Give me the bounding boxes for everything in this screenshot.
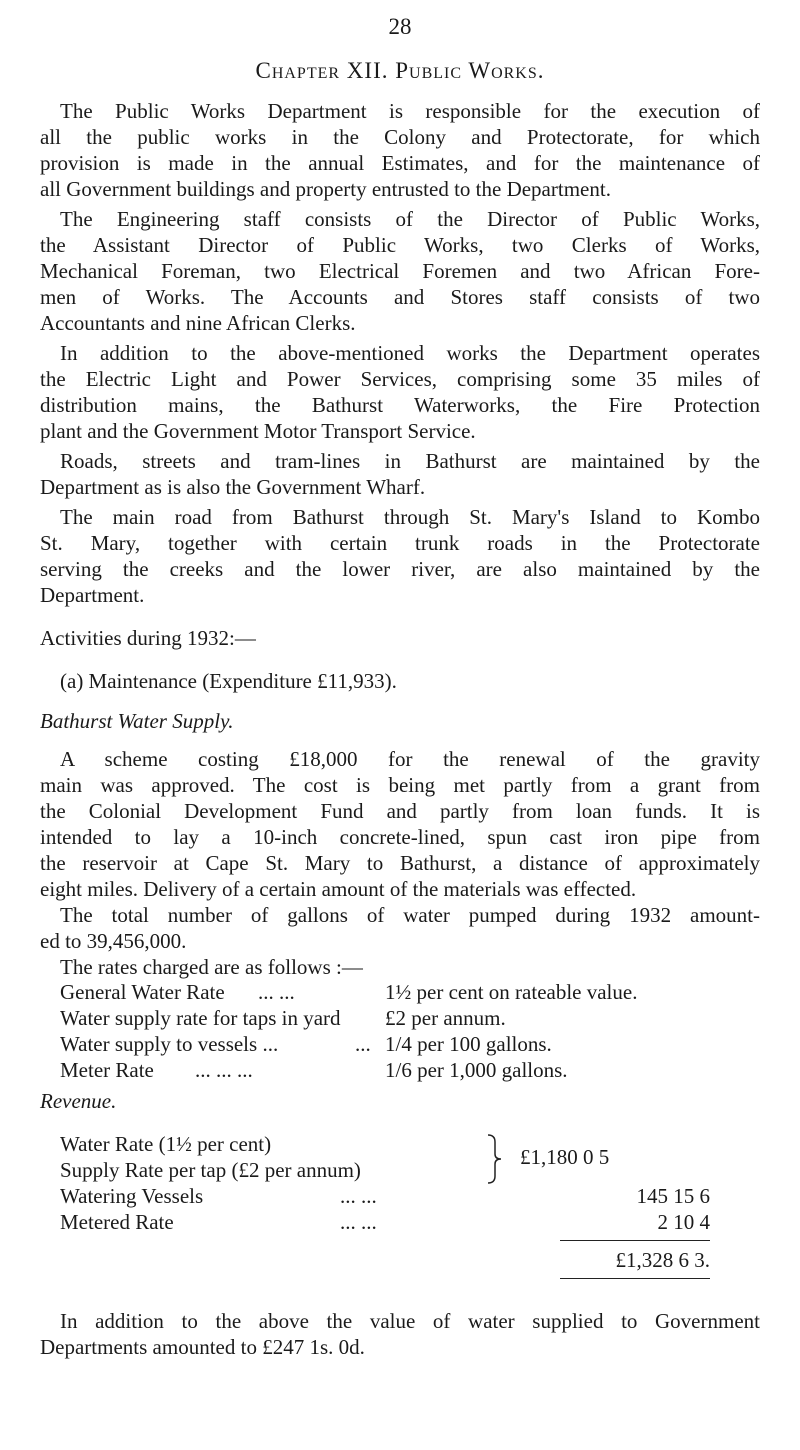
body-line: St. Mary, together with certain trunk roads in the Protectorate: [40, 531, 760, 555]
rate-leader: ...: [355, 1032, 371, 1056]
body-line: serving the creeks and the lower river, are also maintained by the: [40, 557, 760, 581]
revenue-amount: 145 15 6: [636, 1184, 710, 1208]
rates-intro: The rates charged are as follows :—: [60, 955, 363, 979]
body-line: Departments amounted to £247 1s. 0d.: [40, 1335, 365, 1359]
activities-heading: Activities during 1932:—: [40, 626, 256, 650]
body-line: the reservoir at Cape St. Mary to Bathurst, a distance of approximately: [40, 851, 760, 875]
rate-value: 1/4 per 100 gallons.: [385, 1032, 552, 1056]
revenue-heading: Revenue.: [40, 1089, 117, 1113]
body-line: distribution mains, the Bathurst Waterworks, the Fire Protection: [40, 393, 760, 417]
body-line: The main road from Bathurst through St. Mary's Island to Kombo: [60, 505, 760, 529]
body-line: The total number of gallons of water pumped during 1932 amount-: [60, 903, 760, 927]
revenue-amount: 2 10 4: [657, 1210, 710, 1234]
body-line: Mechanical Foreman, two Electrical Foremen and two African Fore-: [40, 259, 760, 283]
body-line: ed to 39,456,000.: [40, 929, 187, 953]
body-line: The Public Works Department is responsible for the execution of: [60, 99, 760, 123]
revenue-leader: ... ...: [340, 1210, 377, 1234]
body-line: men of Works. The Accounts and Stores staff consists of two: [40, 285, 760, 309]
body-line: The Engineering staff consists of the Director of Public Works,: [60, 207, 760, 231]
rate-value: 1/6 per 1,000 gallons.: [385, 1058, 568, 1082]
rate-label: General Water Rate: [60, 980, 225, 1004]
revenue-label: Supply Rate per tap (£2 per annum): [60, 1158, 361, 1182]
body-line: provision is made in the annual Estimates, and for the maintenance of: [40, 151, 760, 175]
rate-label: Meter Rate: [60, 1058, 154, 1082]
rate-leader: ... ... ...: [195, 1058, 253, 1082]
revenue-label: Metered Rate: [60, 1210, 174, 1234]
body-line: plant and the Government Motor Transport Service.: [40, 419, 476, 443]
body-line: In addition to the above-mentioned works the Department operates: [60, 341, 760, 365]
chapter-heading: Chapter XII. Public Works.: [255, 58, 545, 83]
body-line: the Electric Light and Power Services, comprising some 35 miles of: [40, 367, 760, 391]
body-line: the Assistant Director of Public Works, two Clerks of Works,: [40, 233, 760, 257]
rate-value: £2 per annum.: [385, 1006, 506, 1030]
revenue-total: £1,328 6 3.: [615, 1248, 710, 1272]
total-rule: [560, 1278, 710, 1279]
body-line: A scheme costing £18,000 for the renewal of the gravity: [60, 747, 760, 771]
revenue-label: Watering Vessels: [60, 1184, 204, 1208]
body-line: all the public works in the Colony and Protectorate, for which: [40, 125, 760, 149]
maintenance-heading: (a) Maintenance (Expenditure £11,933).: [60, 669, 397, 693]
body-line: the Colonial Development Fund and partly from loan funds. It is: [40, 799, 760, 823]
body-line: Accountants and nine African Clerks.: [40, 311, 356, 335]
brace-icon: [485, 1132, 505, 1186]
body-line: all Government buildings and property entrusted to the Department.: [40, 177, 611, 201]
revenue-combined-amount: £1,180 0 5: [520, 1145, 610, 1169]
revenue-label: Water Rate (1½ per cent): [60, 1132, 272, 1156]
page-number: 28: [388, 14, 412, 39]
body-line: eight miles. Delivery of a certain amount of the materials was effected.: [40, 877, 637, 901]
body-line: Roads, streets and tram-lines in Bathurst are maintained by the: [60, 449, 760, 473]
body-line: intended to lay a 10-inch concrete-lined, spun cast iron pipe from: [40, 825, 760, 849]
body-line: In addition to the above the value of water supplied to Government: [60, 1309, 760, 1333]
rate-leader: ... ...: [258, 980, 295, 1004]
revenue-leader: ... ...: [340, 1184, 377, 1208]
rate-label: Water supply rate for taps in yard: [60, 1006, 341, 1030]
body-line: main was approved. The cost is being met partly from a grant from: [40, 773, 760, 797]
rate-value: 1½ per cent on rateable value.: [385, 980, 638, 1004]
water-supply-heading: Bathurst Water Supply.: [40, 709, 234, 733]
total-rule: [560, 1240, 710, 1241]
body-line: Department as is also the Government Wharf.: [40, 475, 426, 499]
body-line: Department.: [40, 583, 145, 607]
rate-label: Water supply to vessels ...: [60, 1032, 279, 1056]
